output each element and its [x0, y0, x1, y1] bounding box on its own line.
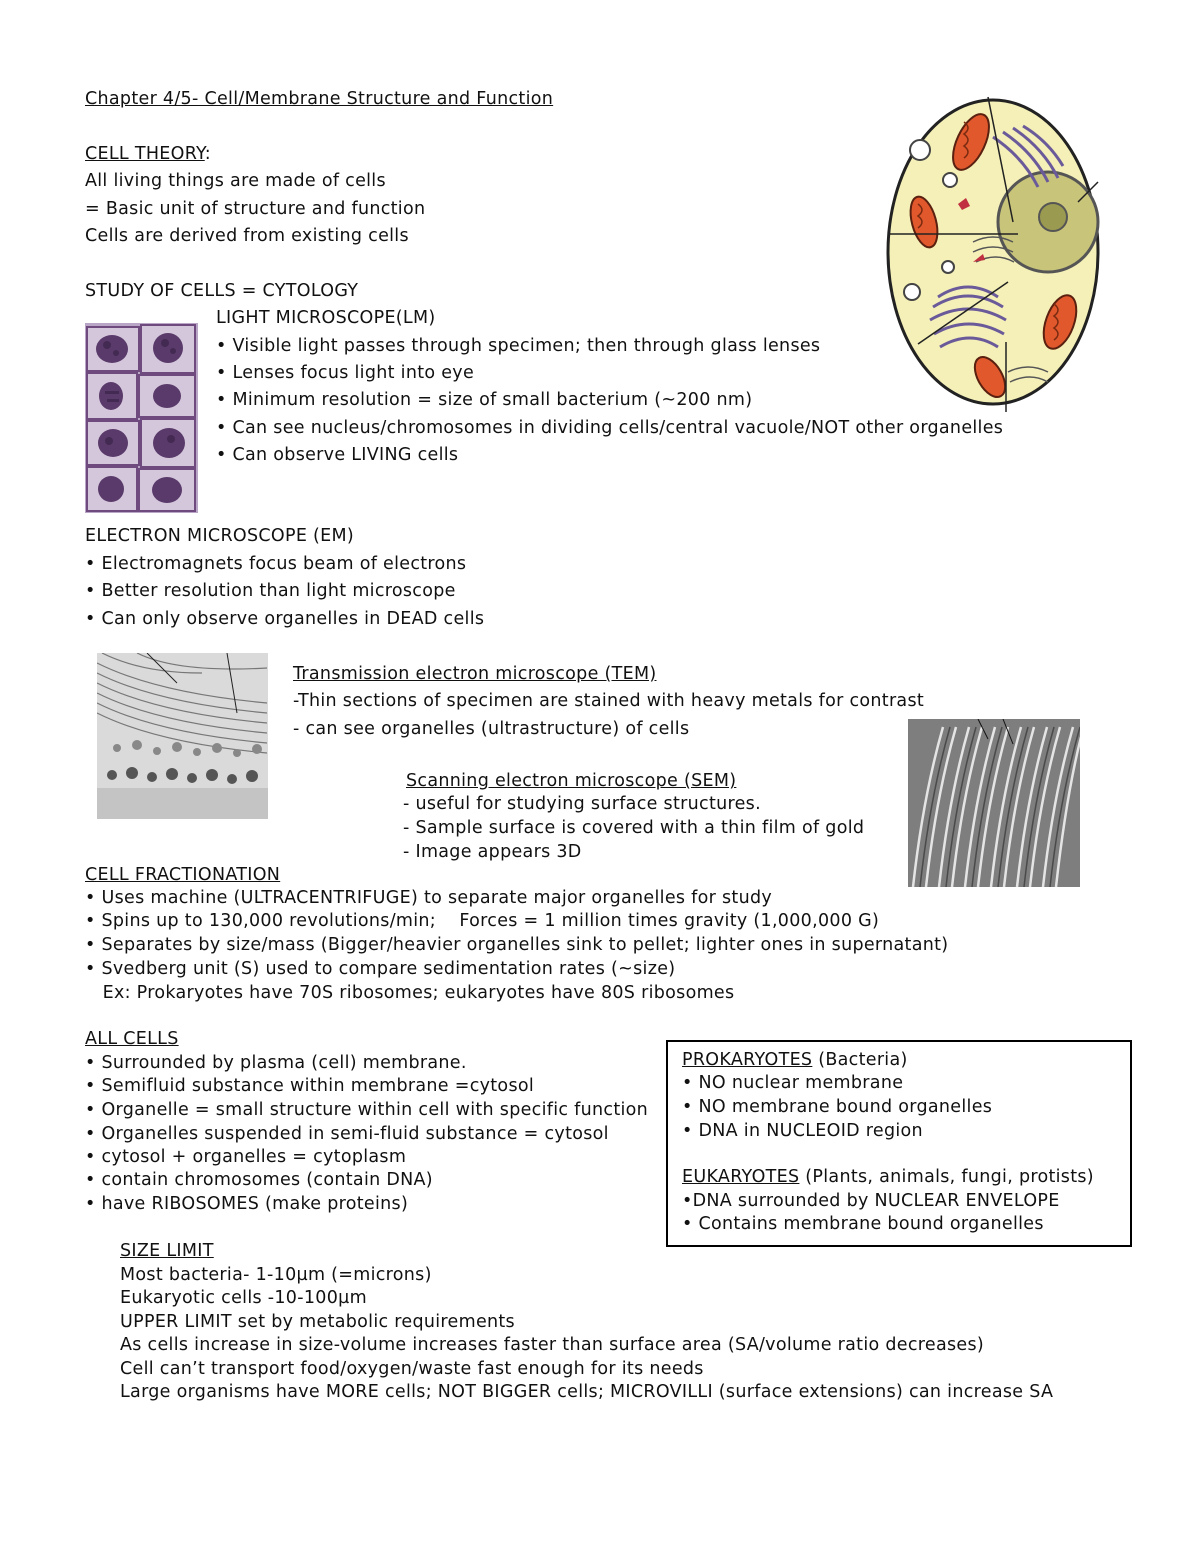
eukaryotes-bullet: • Contains membrane bound organelles	[682, 1214, 1044, 1234]
cell-theory-heading: CELL THEORY	[85, 144, 205, 164]
all-cells-bullet: • cytosol + organelles = cytoplasm	[85, 1147, 407, 1167]
lm-bullet: • Lenses focus light into eye	[216, 363, 475, 383]
size-limit-line: Eukaryotic cells -10-100µm	[120, 1288, 367, 1308]
all-cells-bullet: • Semifluid substance within membrane =cytosol	[85, 1076, 535, 1096]
lm-bullet: • Can observe LIVING cells	[216, 445, 459, 465]
sem-line: - Sample surface is covered with a thin film of gold	[403, 818, 865, 838]
all-cells-bullet: • Organelle = small structure within cell with specific function	[85, 1100, 649, 1120]
all-cells-bullet: • have RIBOSOMES (make proteins)	[85, 1194, 409, 1214]
eukaryotes-heading: EUKARYOTES	[682, 1167, 800, 1187]
all-cells-bullet: • Organelles suspended in semi-fluid substance = cytosol	[85, 1124, 609, 1144]
lm-bullet: • Can see nucleus/chromosomes in dividing cells/central vacuole/NOT other organelles	[216, 418, 1004, 438]
fractionation-heading: CELL FRACTIONATION	[85, 865, 281, 885]
eukaryotes-heading-row	[682, 1166, 1094, 1188]
cell-theory-colon: :	[204, 144, 211, 164]
cell-theory-line: Cells are derived from existing cells	[85, 226, 409, 246]
sem-micrograph-image	[908, 719, 1080, 887]
light-micrograph-drawing	[85, 323, 198, 513]
em-bullet: • Better resolution than light microscope	[85, 581, 456, 601]
light-micrograph-image	[85, 323, 198, 513]
prokaryotes-note: (Bacteria)	[812, 1050, 908, 1070]
lm-bullet: • Minimum resolution = size of small bacterium (~200 nm)	[216, 390, 753, 410]
eukaryotes-bullet: •DNA surrounded by NUCLEAR ENVELOPE	[682, 1191, 1060, 1211]
sem-heading: Scanning electron microscope (SEM)	[406, 771, 737, 791]
cell-theory-line: = Basic unit of structure and function	[85, 199, 426, 219]
size-limit-line: As cells increase in size-volume increases faster than surface area (SA/volume ratio decreases)	[120, 1335, 984, 1355]
fractionation-bullet: • Svedberg unit (S) used to compare sedimentation rates (~size)	[85, 959, 676, 979]
prokaryotes-heading-row	[682, 1049, 908, 1071]
fractionation-bullet: • Separates by size/mass (Bigger/heavier organelles sink to pellet; lighter ones in supernatant)	[85, 935, 949, 955]
em-bullet: • Can only observe organelles in DEAD cells	[85, 609, 485, 629]
size-limit-line: Most bacteria- 1-10µm (=microns)	[120, 1265, 432, 1285]
prokaryotes-heading: PROKARYOTES	[682, 1050, 813, 1070]
all-cells-bullet: • Surrounded by plasma (cell) membrane.	[85, 1053, 467, 1073]
tem-micrograph-drawing	[97, 653, 268, 819]
sem-line: - useful for studying surface structures.	[403, 794, 761, 814]
size-limit-heading: SIZE LIMIT	[120, 1241, 214, 1261]
fractionation-bullet: • Uses machine (ULTRACENTRIFUGE) to separate major organelles for study	[85, 888, 773, 908]
fractionation-bullet: • Spins up to 130,000 revolutions/min; Forces = 1 million times gravity (1,000,000 G)	[85, 911, 880, 931]
prokaryotes-bullet: • NO membrane bound organelles	[682, 1097, 993, 1117]
prokaryotes-bullet: • NO nuclear membrane	[682, 1073, 904, 1093]
eukaryotes-note: (Plants, animals, fungi, protists)	[799, 1167, 1094, 1187]
lm-bullet: • Visible light passes through specimen; then through glass lenses	[216, 336, 821, 356]
tem-heading: Transmission electron microscope (TEM)	[293, 664, 657, 684]
fractionation-example: Ex: Prokaryotes have 70S ribosomes; eukaryotes have 80S ribosomes	[85, 983, 735, 1003]
lm-heading: LIGHT MICROSCOPE(LM)	[216, 308, 436, 328]
all-cells-bullet: • contain chromosomes (contain DNA)	[85, 1170, 433, 1190]
cytology-heading: STUDY OF CELLS = CYTOLOGY	[85, 281, 359, 301]
size-limit-line: Cell can’t transport food/oxygen/waste fast enough for its needs	[120, 1359, 704, 1379]
em-bullet: • Electromagnets focus beam of electrons	[85, 554, 467, 574]
size-limit-line: UPPER LIMIT set by metabolic requirements	[120, 1312, 515, 1332]
cell-theory-heading-row	[85, 143, 211, 165]
tem-line: -Thin sections of specimen are stained with heavy metals for contrast	[293, 691, 925, 711]
page-title: Chapter 4/5- Cell/Membrane Structure and Function	[85, 89, 554, 109]
animal-cell-drawing	[878, 92, 1118, 414]
tem-line: - can see organelles (ultrastructure) of cells	[293, 719, 690, 739]
em-heading: ELECTRON MICROSCOPE (EM)	[85, 526, 355, 546]
cell-theory-line: All living things are made of cells	[85, 171, 386, 191]
all-cells-heading: ALL CELLS	[85, 1029, 179, 1049]
prokaryotes-bullet: • DNA in NUCLEOID region	[682, 1121, 923, 1141]
sem-line: - Image appears 3D	[403, 842, 582, 862]
sem-micrograph-drawing	[908, 719, 1080, 887]
tem-micrograph-image	[97, 653, 268, 819]
size-limit-line: Large organisms have MORE cells; NOT BIGGER cells; MICROVILLI (surface extensions) can increase SA	[120, 1382, 1054, 1402]
animal-cell-diagram	[878, 92, 1118, 414]
